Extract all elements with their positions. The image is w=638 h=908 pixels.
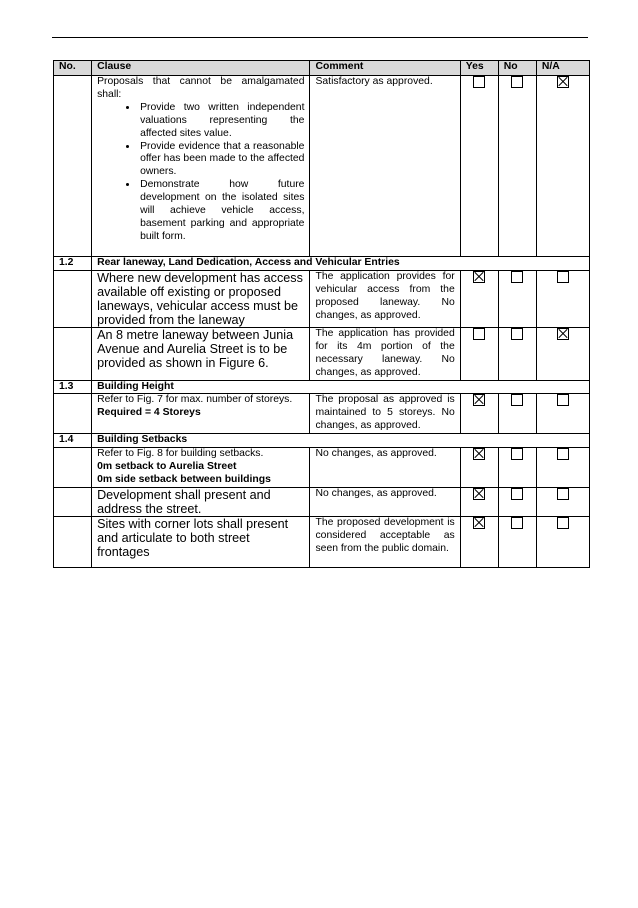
- yes-checkbox[interactable]: [473, 271, 485, 283]
- comment-cell: The proposal as approved is maintained to 5 storeys. No changes, as approved.: [310, 394, 460, 434]
- table-row: [54, 327, 590, 380]
- section-number: 1.3: [54, 380, 92, 394]
- no-checkbox[interactable]: [511, 448, 523, 460]
- comment-cell: Satisfactory as approved.: [310, 76, 460, 257]
- no-checkbox[interactable]: [511, 517, 523, 529]
- row-number-cell: [54, 327, 92, 380]
- comment-cell: The proposed development is considered acceptable as seen from the public domain.: [310, 516, 460, 567]
- table-row: [54, 394, 590, 434]
- na-cell: [536, 516, 589, 567]
- row-number-cell: [54, 270, 92, 327]
- yes-checkbox[interactable]: [473, 517, 485, 529]
- section-title: Rear laneway, Land Dedication, Access and Vehicular Entries: [92, 257, 590, 271]
- row-number-cell: [54, 487, 92, 516]
- table-header-row: [54, 61, 590, 76]
- no-cell: [498, 516, 536, 567]
- yes-cell: [460, 327, 498, 380]
- no-checkbox[interactable]: [511, 271, 523, 283]
- clause-text: Refer to Fig. 7 for max. number of storeys.: [97, 394, 293, 406]
- yes-cell: [460, 270, 498, 327]
- clause-cell: [92, 76, 310, 257]
- na-checkbox[interactable]: [557, 328, 569, 340]
- no-checkbox[interactable]: [511, 394, 523, 406]
- na-checkbox[interactable]: [557, 76, 569, 88]
- header-no-col: No: [498, 61, 536, 76]
- clause-cell: Development shall present and address the street.: [92, 487, 310, 516]
- clause-cell: Where new development has access available off existing or proposed laneways, vehicular access must be provided from the laneway: [92, 270, 310, 327]
- yes-cell: [460, 516, 498, 567]
- comment-cell: No changes, as approved.: [310, 487, 460, 516]
- no-cell: [498, 448, 536, 488]
- no-cell: [498, 327, 536, 380]
- no-checkbox[interactable]: [511, 76, 523, 88]
- comment-cell: The application has provided for its 4m portion of the necessary laneway. No changes, as approved.: [310, 327, 460, 380]
- clause-bullet: • Provide two written independent valuations representing the affected sites value.: [138, 102, 304, 141]
- header-rule: [52, 37, 588, 38]
- table-row: [54, 448, 590, 488]
- section-row: [54, 434, 590, 448]
- clause-cell: [92, 448, 310, 488]
- table-row: [54, 270, 590, 327]
- comment-cell: The application provides for vehicular access from the proposed laneway. No changes, as approved.: [310, 270, 460, 327]
- na-checkbox[interactable]: [557, 488, 569, 500]
- header-no: No.: [54, 61, 92, 76]
- row-number-cell: [54, 516, 92, 567]
- yes-cell: [460, 487, 498, 516]
- clause-text: Proposals that cannot be amalgamated shall:: [97, 76, 305, 100]
- yes-cell: [460, 448, 498, 488]
- na-cell: [536, 327, 589, 380]
- section-row: [54, 380, 590, 394]
- na-cell: [536, 448, 589, 488]
- clause-requirement: Required = 4 Storeys: [97, 407, 201, 419]
- section-number: 1.2: [54, 257, 92, 271]
- header-yes: Yes: [460, 61, 498, 76]
- compliance-table: [53, 60, 590, 568]
- header-comment: Comment: [310, 61, 460, 76]
- no-cell: [498, 76, 536, 257]
- clause-text: Refer to Fig. 8 for building setbacks.: [97, 448, 264, 460]
- no-cell: [498, 270, 536, 327]
- header-na: N/A: [536, 61, 589, 76]
- table-row: [54, 516, 590, 567]
- yes-cell: [460, 76, 498, 257]
- no-cell: [498, 487, 536, 516]
- yes-checkbox[interactable]: [473, 394, 485, 406]
- row-number-cell: [54, 76, 92, 257]
- no-checkbox[interactable]: [511, 328, 523, 340]
- clause-bullet: • Provide evidence that a reasonable offer has been made to the affected owners.: [138, 141, 304, 180]
- clause-cell: An 8 metre laneway between Junia Avenue and Aurelia Street is to be provided as shown in Figure 6.: [92, 327, 310, 380]
- na-cell: [536, 270, 589, 327]
- clause-requirement: 0m side setback between buildings: [97, 473, 271, 485]
- clause-bullet-list: [97, 102, 304, 244]
- table-row: [54, 76, 590, 257]
- na-checkbox[interactable]: [557, 448, 569, 460]
- comment-cell: No changes, as approved.: [310, 448, 460, 488]
- clause-cell: Sites with corner lots shall present and articulate to both street frontages: [92, 516, 310, 567]
- section-row: [54, 257, 590, 271]
- yes-cell: [460, 394, 498, 434]
- na-checkbox[interactable]: [557, 394, 569, 406]
- na-checkbox[interactable]: [557, 271, 569, 283]
- clause-cell: [92, 394, 310, 434]
- header-clause: Clause: [92, 61, 310, 76]
- yes-checkbox[interactable]: [473, 448, 485, 460]
- clause-requirement: 0m setback to Aurelia Street: [97, 460, 237, 472]
- yes-checkbox[interactable]: [473, 488, 485, 500]
- na-checkbox[interactable]: [557, 517, 569, 529]
- section-title: Building Height: [92, 380, 590, 394]
- na-cell: [536, 394, 589, 434]
- yes-checkbox[interactable]: [473, 76, 485, 88]
- section-number: 1.4: [54, 434, 92, 448]
- no-cell: [498, 394, 536, 434]
- clause-bullet: • Demonstrate how future development on the isolated sites will achieve vehicle access, basement parking and appropriate built form.: [138, 179, 304, 244]
- no-checkbox[interactable]: [511, 488, 523, 500]
- row-number-cell: [54, 394, 92, 434]
- section-title: Building Setbacks: [92, 434, 590, 448]
- row-number-cell: [54, 448, 92, 488]
- na-cell: [536, 487, 589, 516]
- na-cell: [536, 76, 589, 257]
- yes-checkbox[interactable]: [473, 328, 485, 340]
- table-row: [54, 487, 590, 516]
